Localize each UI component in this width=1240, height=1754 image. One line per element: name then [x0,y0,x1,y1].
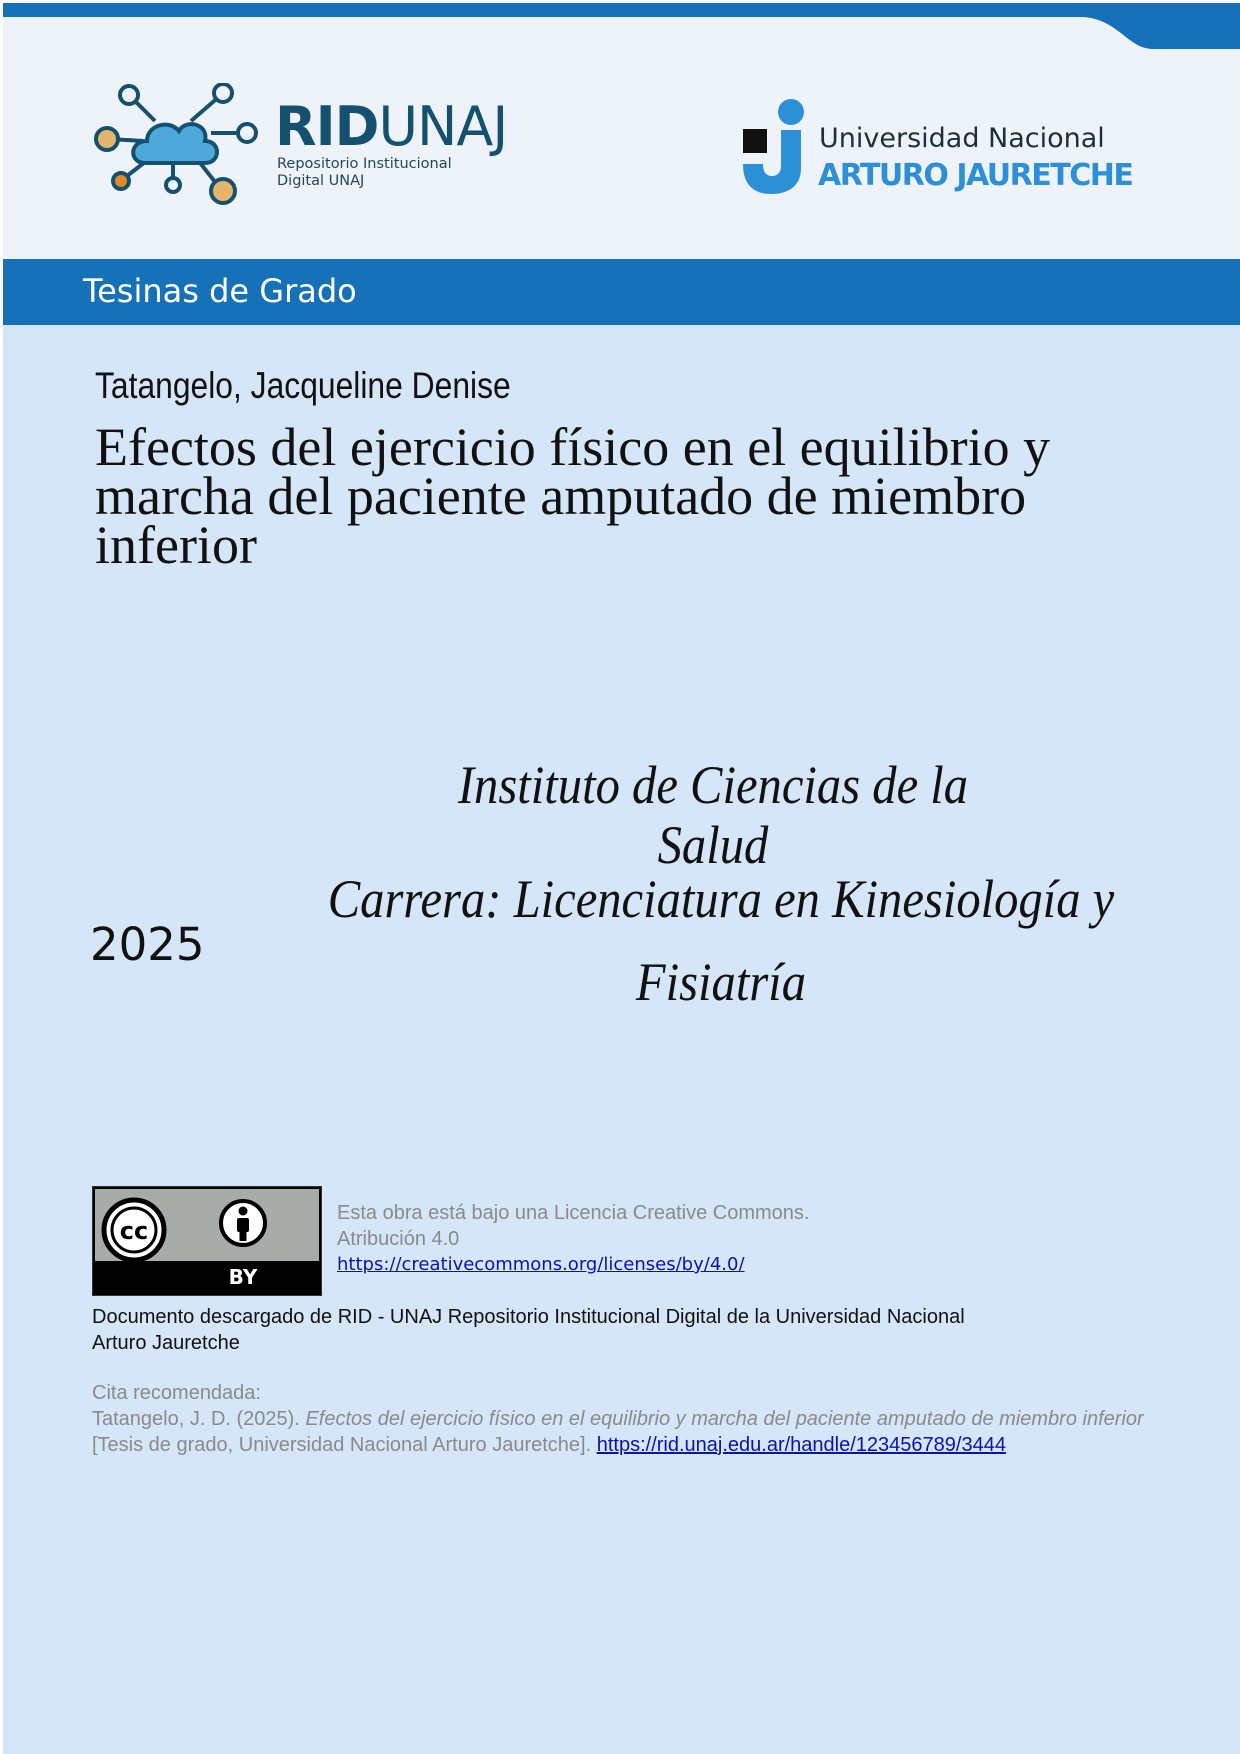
unaj-name-line1: Universidad Nacional [819,123,1105,154]
section-band [3,259,1240,325]
citation-title: Efectos del ejercicio físico en el equilibrio y marcha del paciente amputado de miembro inferior [305,1408,1144,1430]
ridunaj-wordmark: RIDUNAJ [275,95,508,158]
ridunaj-subtitle: Repositorio Institucional Digital UNAJ [277,156,452,189]
citation-link[interactable]: https://rid.unaj.edu.ar/handle/123456789/3444 [596,1434,1006,1456]
attribution-person-icon [218,1195,268,1251]
license-link[interactable]: https://creativecommons.org/licenses/by/4.0/ [337,1254,745,1275]
creative-commons-icon [101,1197,167,1263]
citation-suffix: [Tesis de grado, Universidad Nacional Arturo Jauretche]. [92,1434,597,1456]
recommended-citation [92,1380,1152,1458]
unaj-logo [741,100,1141,205]
license-line2: Atribución 4.0 [337,1228,460,1250]
cc-by-badge[interactable] [92,1186,322,1296]
institute-name: Instituto de Ciencias de la Salud [457,755,969,875]
top-accent-bar [3,3,1240,53]
license-line1: Esta obra está bajo una Licencia Creative Commons. [337,1202,810,1224]
cc-by-label: BY [228,1265,258,1289]
citation-label: Cita recomendada: [92,1382,261,1404]
cloud-network-icon [93,83,263,208]
document-title: Efectos del ejercicio físico en el equilibrio y marcha del paciente amputado de miembro inferior [95,417,1051,575]
svg-text:cc: cc [119,1217,149,1245]
section-label: Tesinas de Grado [83,272,357,310]
header [3,3,1240,259]
license-text [337,1200,809,1278]
unaj-j-icon [741,98,811,198]
publication-year: 2025 [90,918,205,971]
download-source-note: Documento descargado de RID - UNAJ Repositorio Institucional Digital de la Universidad Nacional Arturo Jauretche [92,1306,965,1354]
career-name: Carrera: Licenciatura en Kinesiología y Fisiatría [327,869,1115,1012]
unaj-name-line2: ARTURO JAURETCHE [818,158,1133,193]
cover-page [3,3,1240,1754]
ridunaj-logo [93,83,533,208]
citation-prefix: Tatangelo, J. D. (2025). [92,1408,306,1430]
author-name: Tatangelo, Jacqueline Denise [95,365,511,406]
